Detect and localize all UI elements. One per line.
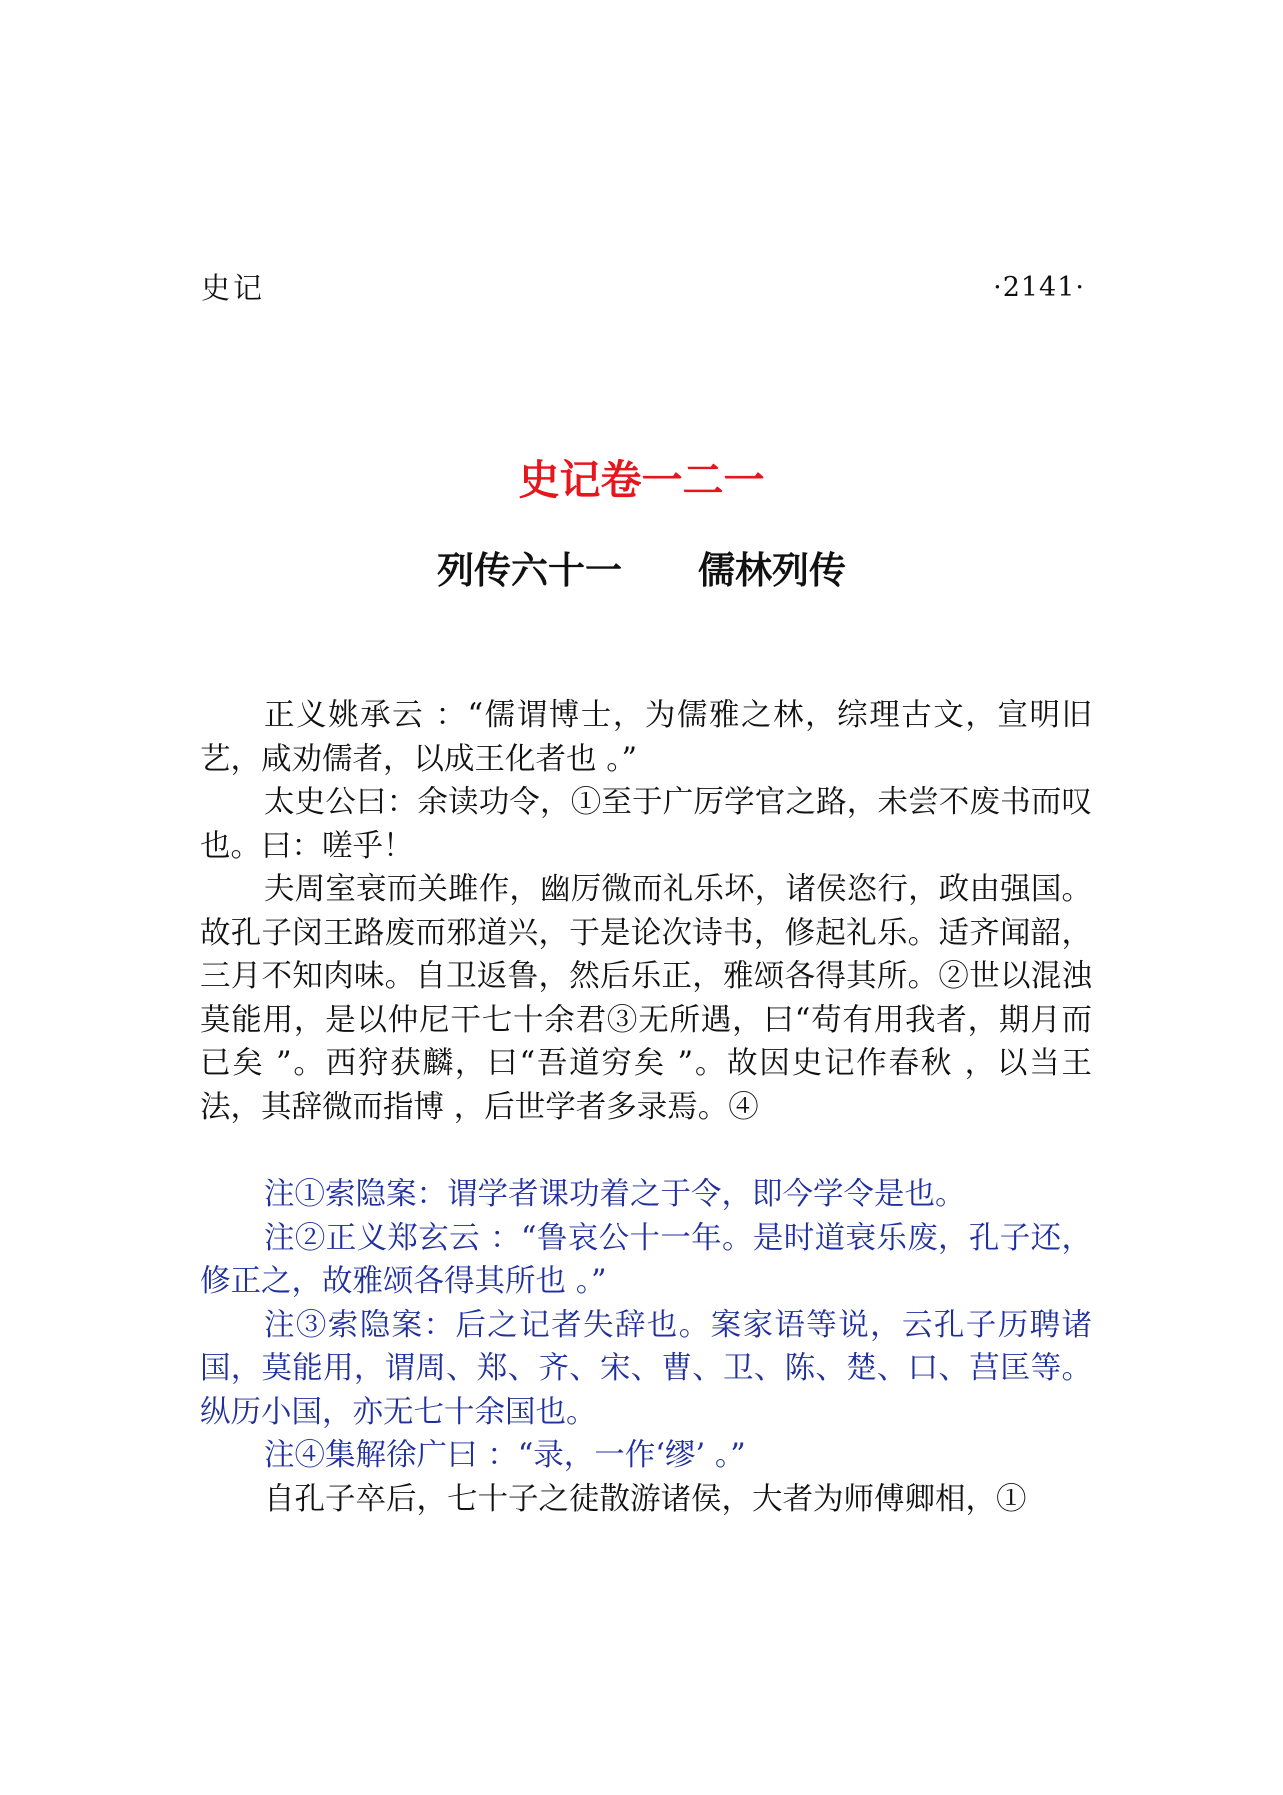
main-text — [200, 694, 1092, 1521]
note-1: 注①索隐案：谓学者课功着之于令，即今学令是也。 — [264, 1177, 966, 1212]
volume-title: 史记卷一二一 — [518, 456, 765, 504]
paragraph-kongzi-zu: 自孔子卒后，七十子之徒散游诸侯，大者为师傅卿相，① — [264, 1481, 1027, 1517]
note-2: 注②正义郑玄云 ：“鲁哀公十一年。是时道衰乐废，孔子还，修正之，故雅颂各得其所也 。” — [200, 1220, 1092, 1299]
paragraph-taishigong: 太史公曰：余读功令，①至于广厉学官之路，未尝不废书而叹也。曰：嗟乎！ — [200, 785, 1092, 864]
paragraph-zhoushi: 夫周室衰而关雎作，幽厉微而礼乐坏，诸侯恣行，政由强国。故孔子闵王路废而邪道兴，于是论次诗书，修起礼乐。适齐闻韶，三月不知肉味。自卫返鲁，然后乐正，雅颂各得其所。②世以混浊莫能用，是以仲尼干七十余君③无所遇，曰“苟有用我者，期月而已矣 ”。西狩获麟，曰“吾道穷矣 ”。故因史记作春秋 ，以当王法，其辞微而指博 ，后世学者多录焉。④ — [200, 872, 1092, 1125]
chapter-name: 儒林列传 — [698, 549, 846, 592]
page-number: ·2141· — [993, 272, 1085, 303]
paragraph-zhengyi-intro: 正义姚承云 ：“儒谓博士，为儒雅之林，综理古文，宣明旧艺，咸劝儒者，以成王化者也 。” — [200, 698, 1092, 777]
chapter-title — [0, 545, 1283, 597]
chapter-number: 列传六十一 — [437, 549, 622, 592]
note-3: 注③索隐案：后之记者失辞也。案家语等说，云孔子历聘诸国，莫能用，谓周、郑、齐、宋、曹、卫、陈、楚、口、莒匡等。纵历小国，亦无七十余国也。 — [200, 1307, 1092, 1430]
paragraph-gap — [200, 1129, 1092, 1173]
running-head-book-title: 史记 — [201, 271, 266, 305]
note-4: 注④集解徐广曰 ：“录，一作‘缪’ 。” — [264, 1438, 746, 1473]
